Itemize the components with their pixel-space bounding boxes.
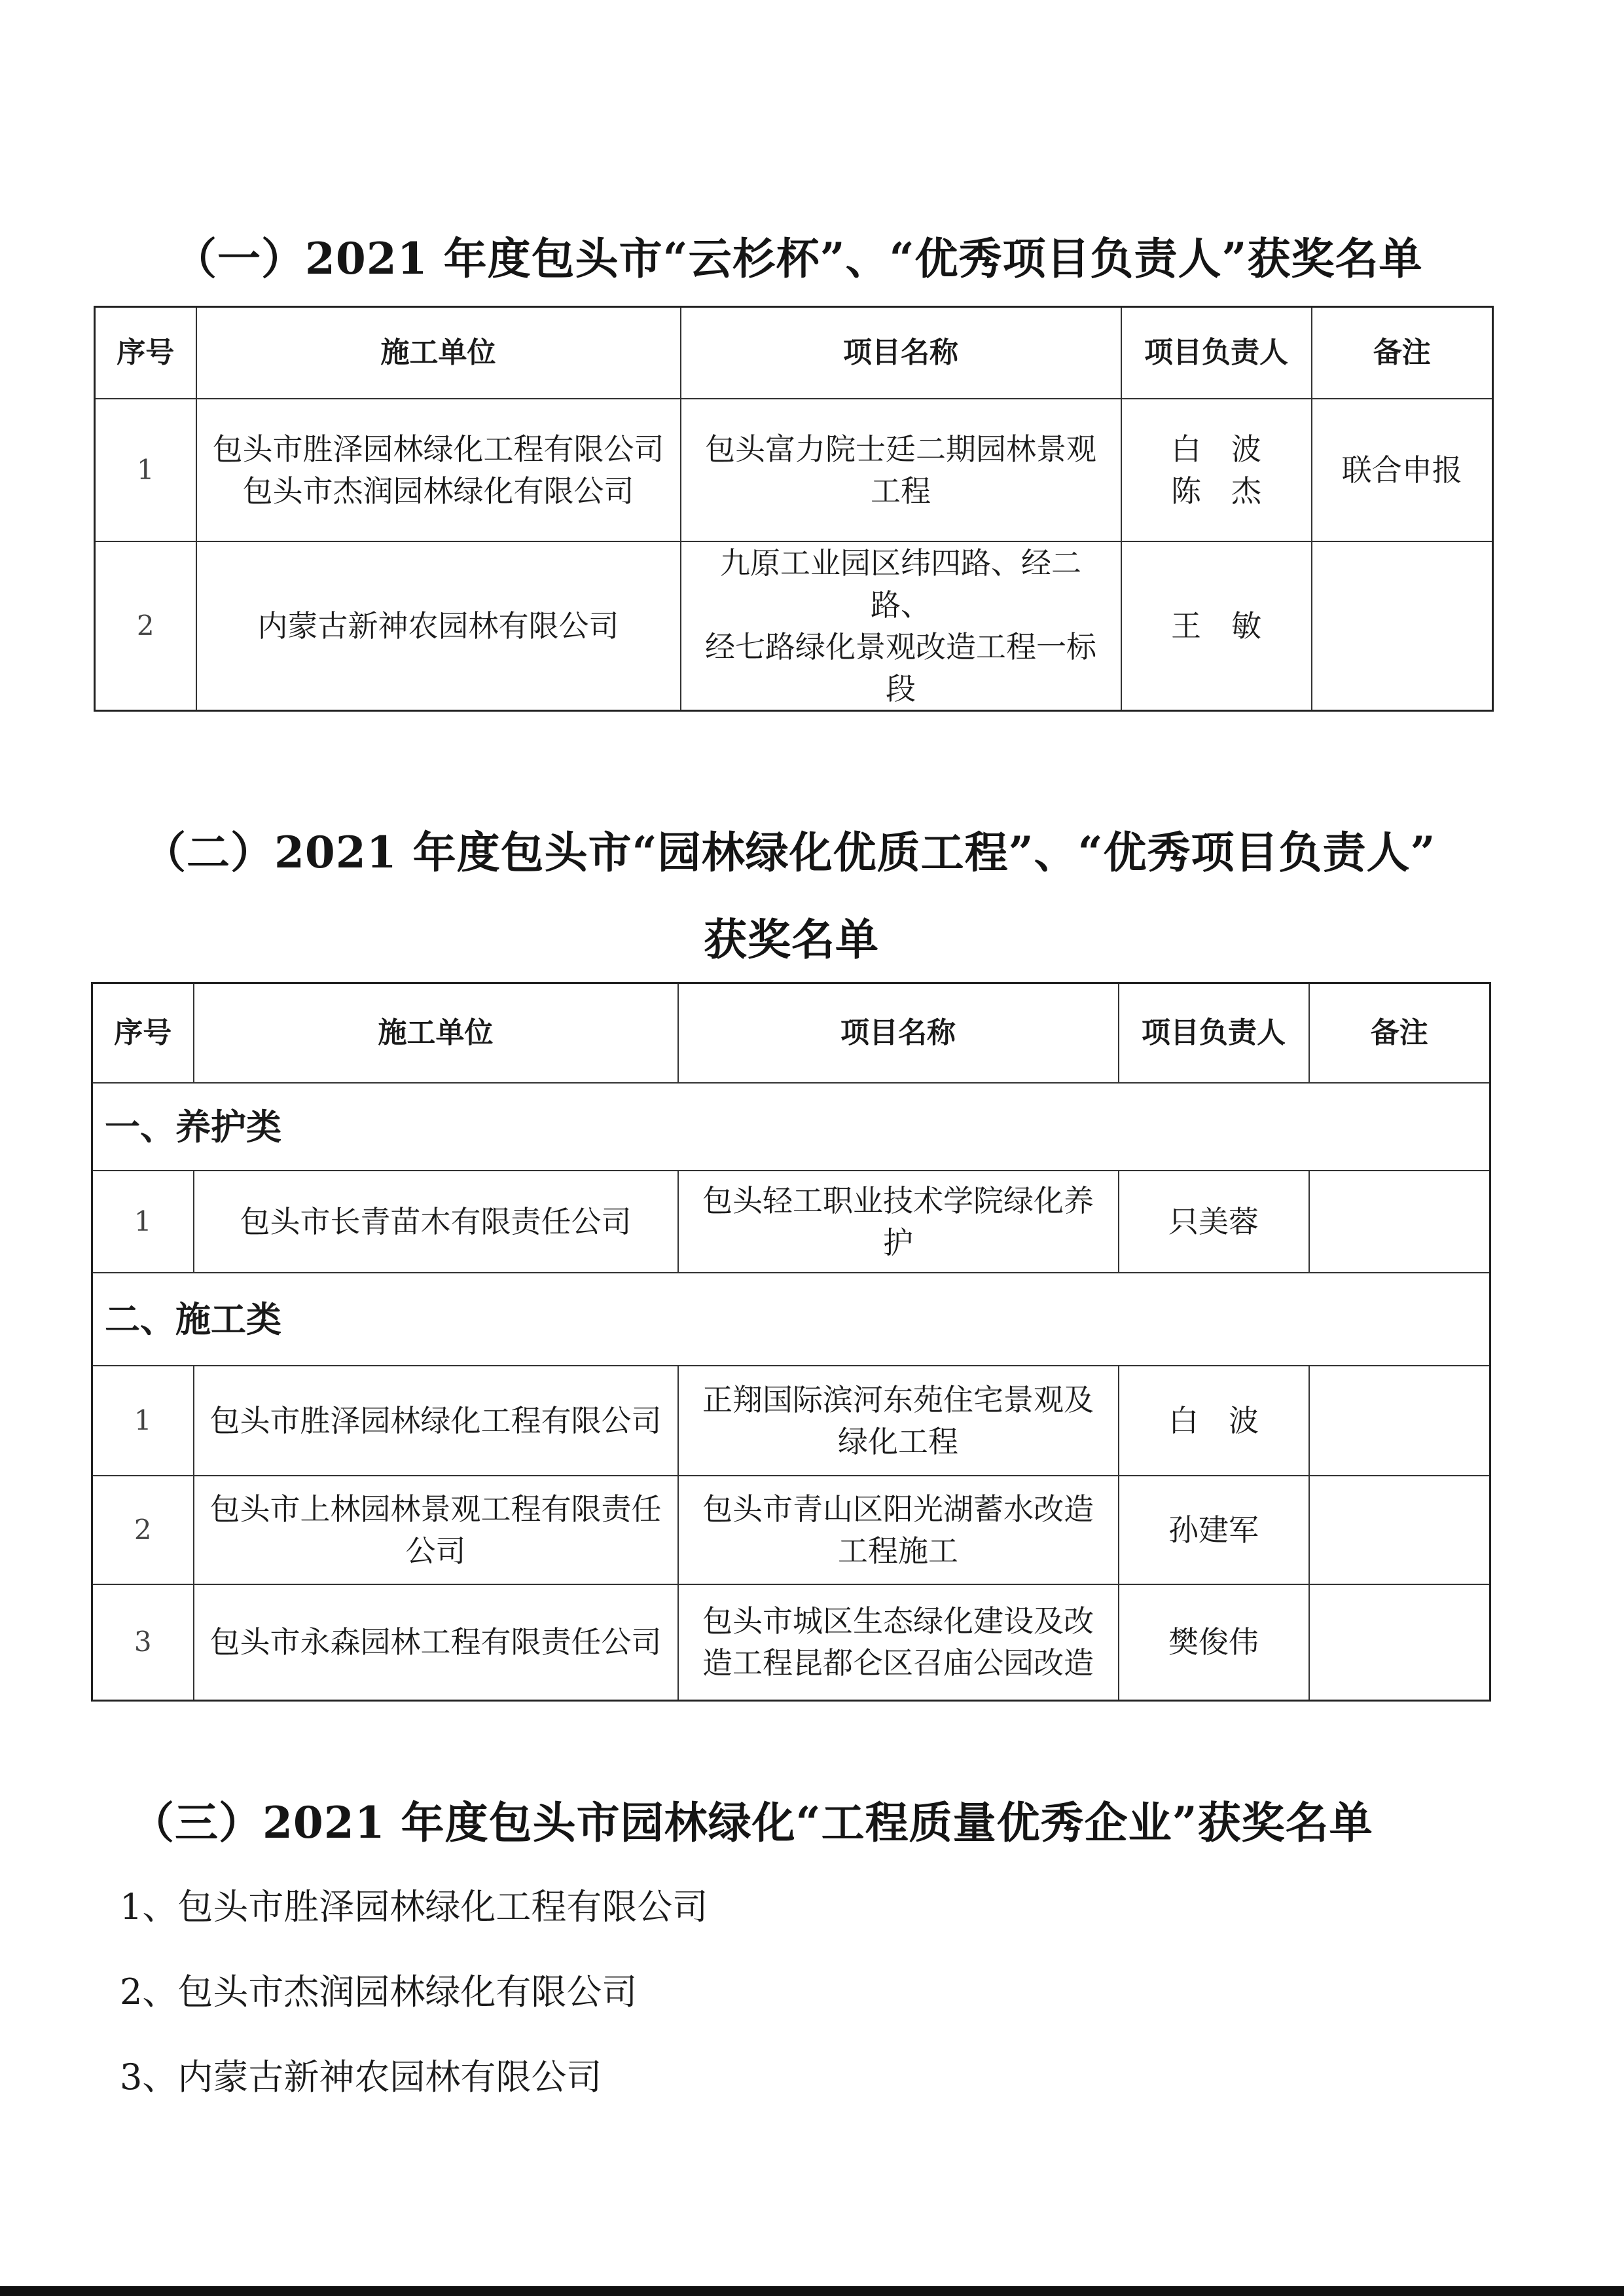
note-cell: [1309, 1171, 1490, 1273]
category-row: [92, 1083, 1490, 1171]
leader-line: 樊俊伟: [1168, 1624, 1259, 1660]
unit-line: 包头市上林园林景观工程有限责任: [209, 1491, 662, 1527]
project-line: 包头市青山区阳光湖蓄水改造: [702, 1491, 1094, 1527]
leader-line: 王 敏: [1171, 608, 1261, 644]
scan-bottom-edge: [0, 2286, 1624, 2296]
header-project: 项目名称: [681, 307, 1121, 399]
header-project: 项目名称: [678, 983, 1119, 1083]
project-line: 包头富力院士廷二期园林景观: [705, 431, 1096, 467]
leader-line: 陈 杰: [1171, 473, 1261, 509]
section1-table: [94, 306, 1494, 712]
unit-line: 包头市长青苗木有限责任公司: [240, 1203, 632, 1239]
unit-line: 内蒙古新神农园林有限公司: [257, 608, 619, 644]
table-row: [95, 541, 1493, 711]
leader-cell: [1119, 1171, 1309, 1273]
header-seq: 序号: [92, 983, 194, 1083]
leader-line: 白 波: [1171, 431, 1261, 467]
unit-cell: [196, 541, 681, 711]
project-line: 段: [886, 670, 916, 706]
section2-table: [91, 982, 1491, 1702]
project-cell: [678, 1171, 1119, 1273]
header-note: 备注: [1312, 307, 1493, 399]
table-row: [95, 399, 1493, 541]
header-leader: 项目负责人: [1121, 307, 1312, 399]
table-row: [92, 1366, 1490, 1476]
note-cell: [1312, 541, 1493, 711]
project-line: 绿化工程: [838, 1423, 958, 1459]
project-line: 九原工业园区纬四路、经二路、: [720, 545, 1081, 623]
seq-cell: 2: [95, 541, 196, 711]
project-line: 正翔国际滨河东苑住宅景观及: [702, 1381, 1094, 1417]
header-leader: 项目负责人: [1119, 983, 1309, 1083]
project-line: 包头市城区生态绿化建设及改: [702, 1603, 1094, 1639]
leader-line: 只美蓉: [1168, 1203, 1259, 1239]
unit-line: 包头市永森园林工程有限责任公司: [209, 1624, 662, 1660]
note-cell: 联合申报: [1312, 399, 1493, 541]
project-line: 经七路绿化景观改造工程一标: [705, 629, 1096, 665]
project-cell: [681, 541, 1121, 711]
category-construction: 二、施工类: [92, 1273, 1490, 1366]
project-cell: [681, 399, 1121, 541]
category-maintenance: 一、养护类: [92, 1083, 1490, 1171]
unit-line: 包头市胜泽园林绿化工程有限公司: [209, 1402, 662, 1438]
table-header-row: [92, 983, 1490, 1083]
note-cell: [1309, 1366, 1490, 1476]
leader-cell: [1121, 399, 1312, 541]
unit-line: 包头市胜泽园林绿化工程有限公司: [212, 431, 664, 467]
list-item: 2、包头市杰润园林绿化有限公司: [120, 1971, 638, 2013]
leader-cell: [1121, 541, 1312, 711]
note-cell: [1309, 1476, 1490, 1584]
section2-title-line1: （二）2021 年度包头市“园林绿化优质工程”、“优秀项目负责人”: [143, 827, 1436, 878]
seq-cell: 1: [95, 399, 196, 541]
table-header-row: [95, 307, 1493, 399]
unit-cell: [194, 1476, 678, 1584]
header-unit: 施工单位: [196, 307, 681, 399]
leader-line: 白 波: [1168, 1402, 1259, 1438]
seq-cell: 1: [92, 1366, 194, 1476]
unit-cell: [194, 1171, 678, 1273]
project-cell: [678, 1584, 1119, 1701]
category-row: [92, 1273, 1490, 1366]
unit-line: 公司: [405, 1533, 466, 1569]
leader-cell: [1119, 1584, 1309, 1701]
project-line: 包头轻工职业技术学院绿化养: [702, 1182, 1094, 1218]
list-item: 3、内蒙古新神农园林有限公司: [120, 2056, 602, 2098]
project-cell: [678, 1366, 1119, 1476]
unit-cell: [194, 1584, 678, 1701]
leader-cell: [1119, 1476, 1309, 1584]
seq-cell: 2: [92, 1476, 194, 1584]
table-row: [92, 1476, 1490, 1584]
seq-cell: 1: [92, 1171, 194, 1273]
header-seq: 序号: [95, 307, 196, 399]
list-item: 1、包头市胜泽园林绿化工程有限公司: [120, 1886, 708, 1927]
project-line: 工程施工: [838, 1533, 958, 1569]
unit-line: 包头市杰润园林绿化有限公司: [242, 473, 634, 509]
note-cell: [1309, 1584, 1490, 1701]
unit-cell: [196, 399, 681, 541]
table-row: [92, 1584, 1490, 1701]
project-line: 造工程昆都仑区召庙公园改造: [702, 1645, 1094, 1681]
project-line: 护: [883, 1224, 913, 1260]
unit-cell: [194, 1366, 678, 1476]
section3-title: （三）2021 年度包头市园林绿化“工程质量优秀企业”获奖名单: [131, 1797, 1373, 1848]
table-row: [92, 1171, 1490, 1273]
leader-line: 孙建军: [1168, 1512, 1259, 1548]
leader-cell: [1119, 1366, 1309, 1476]
header-unit: 施工单位: [194, 983, 678, 1083]
seq-cell: 3: [92, 1584, 194, 1701]
project-cell: [678, 1476, 1119, 1584]
header-note: 备注: [1309, 983, 1490, 1083]
project-line: 工程: [871, 473, 931, 509]
section1-title: （一）2021 年度包头市“云杉杯”、“优秀项目负责人”获奖名单: [173, 233, 1423, 284]
section2-title-line2: 获奖名单: [704, 914, 879, 965]
